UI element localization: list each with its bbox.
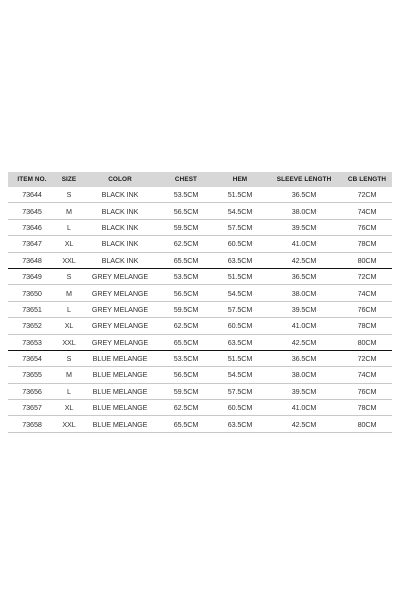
cell-chest: 53.5CM bbox=[158, 268, 214, 284]
cell-cb-length: 74CM bbox=[342, 285, 392, 301]
cell-size: XXL bbox=[56, 252, 82, 268]
size-chart bbox=[8, 172, 392, 433]
cell-item-no: 73658 bbox=[8, 416, 56, 432]
cell-color: BLACK INK bbox=[82, 187, 158, 203]
cell-chest: 56.5CM bbox=[158, 203, 214, 219]
table-row bbox=[8, 383, 392, 399]
cell-chest: 59.5CM bbox=[158, 383, 214, 399]
cell-size: S bbox=[56, 350, 82, 366]
cell-cb-length: 76CM bbox=[342, 301, 392, 317]
cell-sleeve-length: 42.5CM bbox=[266, 334, 342, 350]
cell-hem: 51.5CM bbox=[214, 268, 266, 284]
header-chest: CHEST bbox=[158, 172, 214, 187]
table-row bbox=[8, 416, 392, 432]
cell-item-no: 73656 bbox=[8, 383, 56, 399]
cell-cb-length: 80CM bbox=[342, 252, 392, 268]
cell-hem: 57.5CM bbox=[214, 301, 266, 317]
cell-chest: 62.5CM bbox=[158, 236, 214, 252]
cell-item-no: 73650 bbox=[8, 285, 56, 301]
table-row bbox=[8, 367, 392, 383]
cell-color: GREY MELANGE bbox=[82, 301, 158, 317]
cell-item-no: 73648 bbox=[8, 252, 56, 268]
table-header bbox=[8, 172, 392, 187]
cell-chest: 53.5CM bbox=[158, 350, 214, 366]
cell-item-no: 73644 bbox=[8, 187, 56, 203]
cell-color: BLACK INK bbox=[82, 252, 158, 268]
header-color: COLOR bbox=[82, 172, 158, 187]
table-row bbox=[8, 350, 392, 366]
cell-color: GREY MELANGE bbox=[82, 318, 158, 334]
cell-hem: 60.5CM bbox=[214, 400, 266, 416]
cell-sleeve-length: 36.5CM bbox=[266, 350, 342, 366]
cell-size: L bbox=[56, 383, 82, 399]
cell-cb-length: 78CM bbox=[342, 400, 392, 416]
cell-item-no: 73652 bbox=[8, 318, 56, 334]
cell-size: L bbox=[56, 301, 82, 317]
cell-item-no: 73647 bbox=[8, 236, 56, 252]
cell-sleeve-length: 41.0CM bbox=[266, 318, 342, 334]
table-row bbox=[8, 400, 392, 416]
table-row bbox=[8, 236, 392, 252]
cell-chest: 56.5CM bbox=[158, 285, 214, 301]
cell-chest: 59.5CM bbox=[158, 219, 214, 235]
cell-item-no: 73653 bbox=[8, 334, 56, 350]
cell-cb-length: 80CM bbox=[342, 334, 392, 350]
table-row bbox=[8, 301, 392, 317]
cell-cb-length: 76CM bbox=[342, 219, 392, 235]
cell-color: BLUE MELANGE bbox=[82, 383, 158, 399]
cell-chest: 59.5CM bbox=[158, 301, 214, 317]
cell-item-no: 73646 bbox=[8, 219, 56, 235]
header-cb-length: CB LENGTH bbox=[342, 172, 392, 187]
cell-sleeve-length: 39.5CM bbox=[266, 383, 342, 399]
cell-sleeve-length: 38.0CM bbox=[266, 367, 342, 383]
cell-chest: 65.5CM bbox=[158, 252, 214, 268]
cell-cb-length: 80CM bbox=[342, 416, 392, 432]
cell-color: GREY MELANGE bbox=[82, 285, 158, 301]
cell-color: GREY MELANGE bbox=[82, 334, 158, 350]
cell-sleeve-length: 41.0CM bbox=[266, 236, 342, 252]
table-row bbox=[8, 334, 392, 350]
cell-item-no: 73649 bbox=[8, 268, 56, 284]
cell-sleeve-length: 39.5CM bbox=[266, 219, 342, 235]
cell-color: GREY MELANGE bbox=[82, 268, 158, 284]
cell-sleeve-length: 41.0CM bbox=[266, 400, 342, 416]
cell-chest: 65.5CM bbox=[158, 416, 214, 432]
cell-item-no: 73645 bbox=[8, 203, 56, 219]
cell-hem: 63.5CM bbox=[214, 252, 266, 268]
cell-item-no: 73657 bbox=[8, 400, 56, 416]
header-hem: HEM bbox=[214, 172, 266, 187]
cell-sleeve-length: 36.5CM bbox=[266, 268, 342, 284]
cell-hem: 57.5CM bbox=[214, 383, 266, 399]
header-item-no: ITEM NO. bbox=[8, 172, 56, 187]
cell-chest: 56.5CM bbox=[158, 367, 214, 383]
table-body bbox=[8, 187, 392, 432]
size-chart-table bbox=[8, 172, 392, 433]
cell-hem: 54.5CM bbox=[214, 285, 266, 301]
cell-item-no: 73654 bbox=[8, 350, 56, 366]
cell-sleeve-length: 39.5CM bbox=[266, 301, 342, 317]
header-size: SIZE bbox=[56, 172, 82, 187]
cell-chest: 53.5CM bbox=[158, 187, 214, 203]
cell-hem: 57.5CM bbox=[214, 219, 266, 235]
table-row bbox=[8, 268, 392, 284]
cell-size: XL bbox=[56, 400, 82, 416]
cell-size: M bbox=[56, 285, 82, 301]
cell-sleeve-length: 38.0CM bbox=[266, 203, 342, 219]
cell-color: BLACK INK bbox=[82, 236, 158, 252]
cell-hem: 54.5CM bbox=[214, 367, 266, 383]
cell-sleeve-length: 42.5CM bbox=[266, 252, 342, 268]
cell-color: BLACK INK bbox=[82, 203, 158, 219]
cell-hem: 51.5CM bbox=[214, 187, 266, 203]
cell-size: M bbox=[56, 203, 82, 219]
cell-cb-length: 72CM bbox=[342, 268, 392, 284]
cell-hem: 54.5CM bbox=[214, 203, 266, 219]
cell-chest: 65.5CM bbox=[158, 334, 214, 350]
cell-sleeve-length: 36.5CM bbox=[266, 187, 342, 203]
cell-cb-length: 74CM bbox=[342, 367, 392, 383]
table-row bbox=[8, 187, 392, 203]
cell-hem: 63.5CM bbox=[214, 334, 266, 350]
cell-size: L bbox=[56, 219, 82, 235]
cell-size: S bbox=[56, 187, 82, 203]
cell-size: XXL bbox=[56, 334, 82, 350]
cell-sleeve-length: 42.5CM bbox=[266, 416, 342, 432]
cell-color: BLUE MELANGE bbox=[82, 350, 158, 366]
table-row bbox=[8, 285, 392, 301]
cell-cb-length: 78CM bbox=[342, 236, 392, 252]
table-row bbox=[8, 203, 392, 219]
table-row bbox=[8, 219, 392, 235]
cell-chest: 62.5CM bbox=[158, 318, 214, 334]
cell-size: XL bbox=[56, 318, 82, 334]
table-row bbox=[8, 318, 392, 334]
header-sleeve-length: SLEEVE LENGTH bbox=[266, 172, 342, 187]
cell-hem: 60.5CM bbox=[214, 236, 266, 252]
cell-size: XXL bbox=[56, 416, 82, 432]
cell-size: S bbox=[56, 268, 82, 284]
cell-sleeve-length: 38.0CM bbox=[266, 285, 342, 301]
cell-cb-length: 78CM bbox=[342, 318, 392, 334]
cell-hem: 63.5CM bbox=[214, 416, 266, 432]
cell-size: XL bbox=[56, 236, 82, 252]
cell-color: BLUE MELANGE bbox=[82, 416, 158, 432]
cell-item-no: 73655 bbox=[8, 367, 56, 383]
cell-chest: 62.5CM bbox=[158, 400, 214, 416]
cell-size: M bbox=[56, 367, 82, 383]
cell-color: BLUE MELANGE bbox=[82, 400, 158, 416]
cell-cb-length: 76CM bbox=[342, 383, 392, 399]
cell-cb-length: 72CM bbox=[342, 187, 392, 203]
table-row bbox=[8, 252, 392, 268]
cell-item-no: 73651 bbox=[8, 301, 56, 317]
cell-cb-length: 74CM bbox=[342, 203, 392, 219]
cell-color: BLUE MELANGE bbox=[82, 367, 158, 383]
cell-color: BLACK INK bbox=[82, 219, 158, 235]
header-row bbox=[8, 172, 392, 187]
cell-hem: 60.5CM bbox=[214, 318, 266, 334]
cell-hem: 51.5CM bbox=[214, 350, 266, 366]
cell-cb-length: 72CM bbox=[342, 350, 392, 366]
